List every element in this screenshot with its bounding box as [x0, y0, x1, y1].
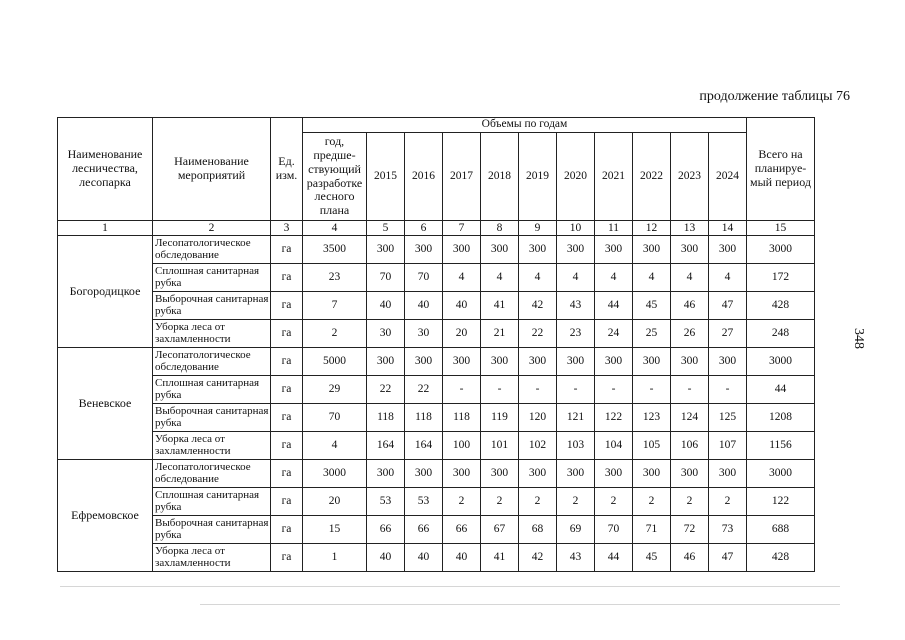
table-row [58, 236, 815, 264]
year-value: - [443, 376, 481, 404]
page-number: 348 [851, 328, 866, 349]
year-value: 30 [367, 320, 405, 348]
year-value: 44 [595, 292, 633, 320]
total-value: 428 [747, 544, 815, 572]
year-value: 45 [633, 544, 671, 572]
table-row [58, 292, 815, 320]
column-number: 5 [367, 221, 405, 236]
year-value: 103 [557, 432, 595, 460]
header-year: 2021 [595, 133, 633, 221]
unit-cell: га [271, 320, 303, 348]
year-value: 300 [443, 236, 481, 264]
header-prior-year: год, предше-ствующий разработке лесного плана [303, 133, 367, 221]
column-number-row [58, 221, 815, 236]
year-value: 164 [405, 432, 443, 460]
year-value: 102 [519, 432, 557, 460]
year-value: 43 [557, 292, 595, 320]
year-value: 24 [595, 320, 633, 348]
table-row [58, 348, 815, 376]
unit-cell: га [271, 544, 303, 572]
year-value: 30 [405, 320, 443, 348]
year-value: 26 [671, 320, 709, 348]
header-unit: Ед. изм. [271, 118, 303, 221]
year-value: 300 [595, 348, 633, 376]
activity-name: Уборка леса от захламленности [153, 320, 271, 348]
header-year: 2018 [481, 133, 519, 221]
year-value: 2 [519, 488, 557, 516]
activity-name: Лесопатологическое обследование [153, 348, 271, 376]
total-value: 3000 [747, 236, 815, 264]
year-value: 66 [367, 516, 405, 544]
column-number: 14 [709, 221, 747, 236]
header-activity: Наименование мероприятий [153, 118, 271, 221]
year-value: 2 [671, 488, 709, 516]
year-value: 4 [633, 264, 671, 292]
year-value: 40 [405, 544, 443, 572]
year-value: 106 [671, 432, 709, 460]
year-value: 4 [481, 264, 519, 292]
header-volumes-by-year: Объемы по годам [303, 118, 747, 133]
total-value: 428 [747, 292, 815, 320]
prior-year-value: 2 [303, 320, 367, 348]
year-value: 72 [671, 516, 709, 544]
total-value: 248 [747, 320, 815, 348]
activity-name: Выборочная санитарная рубка [153, 516, 271, 544]
year-value: 300 [671, 236, 709, 264]
column-number: 6 [405, 221, 443, 236]
total-value: 688 [747, 516, 815, 544]
unit-cell: га [271, 432, 303, 460]
header-forestry: Наименование лесничества, лесопарка [58, 118, 153, 221]
unit-cell: га [271, 404, 303, 432]
year-value: - [709, 376, 747, 404]
column-number: 7 [443, 221, 481, 236]
activity-name: Выборочная санитарная рубка [153, 404, 271, 432]
table-row [58, 404, 815, 432]
year-value: 123 [633, 404, 671, 432]
year-value: 40 [405, 292, 443, 320]
year-value: 4 [443, 264, 481, 292]
year-value: 300 [367, 348, 405, 376]
year-value: 67 [481, 516, 519, 544]
year-value: 70 [367, 264, 405, 292]
year-value: 125 [709, 404, 747, 432]
year-value: 300 [633, 460, 671, 488]
total-value: 1156 [747, 432, 815, 460]
year-value: 66 [405, 516, 443, 544]
year-value: 300 [595, 460, 633, 488]
year-value: 22 [367, 376, 405, 404]
column-number: 2 [153, 221, 271, 236]
year-value: 21 [481, 320, 519, 348]
total-value: 122 [747, 488, 815, 516]
unit-cell: га [271, 292, 303, 320]
prior-year-value: 4 [303, 432, 367, 460]
year-value: 70 [595, 516, 633, 544]
year-value: 71 [633, 516, 671, 544]
prior-year-value: 1 [303, 544, 367, 572]
table-continuation-note: продолжение таблицы 76 [699, 89, 850, 104]
year-value: 300 [633, 348, 671, 376]
year-value: 4 [709, 264, 747, 292]
year-value: - [557, 376, 595, 404]
year-value: 300 [405, 348, 443, 376]
year-value: 73 [709, 516, 747, 544]
column-number: 3 [271, 221, 303, 236]
year-value: 300 [481, 348, 519, 376]
table-row [58, 544, 815, 572]
activity-name: Сплошная санитарная рубка [153, 264, 271, 292]
year-value: 300 [443, 460, 481, 488]
total-value: 1208 [747, 404, 815, 432]
header-year: 2022 [633, 133, 671, 221]
total-value: 3000 [747, 460, 815, 488]
year-value: 300 [557, 460, 595, 488]
table-row [58, 460, 815, 488]
year-value: 119 [481, 404, 519, 432]
column-number: 13 [671, 221, 709, 236]
year-value: 22 [519, 320, 557, 348]
year-value: 300 [709, 236, 747, 264]
year-value: 300 [671, 460, 709, 488]
prior-year-value: 20 [303, 488, 367, 516]
prior-year-value: 29 [303, 376, 367, 404]
year-value: 300 [405, 460, 443, 488]
prior-year-value: 7 [303, 292, 367, 320]
unit-cell: га [271, 516, 303, 544]
year-value: 118 [443, 404, 481, 432]
year-value: 53 [367, 488, 405, 516]
year-value: 41 [481, 544, 519, 572]
year-value: 100 [443, 432, 481, 460]
year-value: - [633, 376, 671, 404]
column-number: 4 [303, 221, 367, 236]
total-value: 44 [747, 376, 815, 404]
activity-name: Уборка леса от захламленности [153, 544, 271, 572]
year-value: 300 [443, 348, 481, 376]
year-value: 300 [367, 236, 405, 264]
year-value: 118 [405, 404, 443, 432]
year-value: 2 [595, 488, 633, 516]
activity-name: Уборка леса от захламленности [153, 432, 271, 460]
year-value: 300 [633, 236, 671, 264]
year-value: 300 [557, 348, 595, 376]
year-value: 2 [709, 488, 747, 516]
year-value: 46 [671, 292, 709, 320]
activity-name: Лесопатологическое обследование [153, 460, 271, 488]
year-value: 40 [367, 544, 405, 572]
year-value: 300 [481, 236, 519, 264]
column-number: 11 [595, 221, 633, 236]
year-value: 70 [405, 264, 443, 292]
year-value: 40 [443, 292, 481, 320]
table-row [58, 432, 815, 460]
prior-year-value: 23 [303, 264, 367, 292]
year-value: 121 [557, 404, 595, 432]
header-year: 2015 [367, 133, 405, 221]
year-value: 22 [405, 376, 443, 404]
year-value: 2 [481, 488, 519, 516]
header-year: 2023 [671, 133, 709, 221]
total-value: 3000 [747, 348, 815, 376]
year-value: 4 [595, 264, 633, 292]
year-value: 4 [557, 264, 595, 292]
year-value: 2 [443, 488, 481, 516]
year-value: 40 [367, 292, 405, 320]
unit-cell: га [271, 264, 303, 292]
forest-activities-table [57, 117, 815, 572]
table-row [58, 376, 815, 404]
forestry-name: Веневское [58, 348, 153, 460]
year-value: 300 [595, 236, 633, 264]
scan-noise [60, 586, 840, 587]
year-value: 41 [481, 292, 519, 320]
unit-cell: га [271, 376, 303, 404]
year-value: 105 [633, 432, 671, 460]
year-value: 107 [709, 432, 747, 460]
scan-noise [200, 604, 840, 605]
unit-cell: га [271, 460, 303, 488]
activity-name: Сплошная санитарная рубка [153, 488, 271, 516]
year-value: 42 [519, 544, 557, 572]
year-value: 47 [709, 292, 747, 320]
year-value: 68 [519, 516, 557, 544]
year-value: 53 [405, 488, 443, 516]
year-value: 300 [709, 348, 747, 376]
activity-name: Лесопатологическое обследование [153, 236, 271, 264]
year-value: 122 [595, 404, 633, 432]
year-value: 23 [557, 320, 595, 348]
prior-year-value: 5000 [303, 348, 367, 376]
year-value: 300 [367, 460, 405, 488]
table-row [58, 488, 815, 516]
year-value: 118 [367, 404, 405, 432]
year-value: 300 [557, 236, 595, 264]
year-value: 300 [519, 348, 557, 376]
year-value: 300 [519, 236, 557, 264]
unit-cell: га [271, 488, 303, 516]
header-year: 2024 [709, 133, 747, 221]
column-number: 15 [747, 221, 815, 236]
year-value: 164 [367, 432, 405, 460]
year-value: - [519, 376, 557, 404]
header-year: 2020 [557, 133, 595, 221]
forestry-name: Ефремовское [58, 460, 153, 572]
header-year: 2019 [519, 133, 557, 221]
header-year: 2017 [443, 133, 481, 221]
prior-year-value: 3500 [303, 236, 367, 264]
activity-name: Выборочная санитарная рубка [153, 292, 271, 320]
prior-year-value: 15 [303, 516, 367, 544]
year-value: 2 [557, 488, 595, 516]
prior-year-value: 70 [303, 404, 367, 432]
column-number: 9 [519, 221, 557, 236]
year-value: 69 [557, 516, 595, 544]
unit-cell: га [271, 348, 303, 376]
year-value: 43 [557, 544, 595, 572]
column-number: 1 [58, 221, 153, 236]
year-value: 47 [709, 544, 747, 572]
year-value: 124 [671, 404, 709, 432]
column-number: 12 [633, 221, 671, 236]
year-value: 120 [519, 404, 557, 432]
year-value: - [595, 376, 633, 404]
column-number: 10 [557, 221, 595, 236]
year-value: - [481, 376, 519, 404]
activity-name: Сплошная санитарная рубка [153, 376, 271, 404]
year-value: 42 [519, 292, 557, 320]
column-number: 8 [481, 221, 519, 236]
year-value: 40 [443, 544, 481, 572]
table-row [58, 516, 815, 544]
year-value: 4 [671, 264, 709, 292]
forestry-name: Богородицкое [58, 236, 153, 348]
year-value: 45 [633, 292, 671, 320]
total-value: 172 [747, 264, 815, 292]
year-value: 300 [671, 348, 709, 376]
year-value: 2 [633, 488, 671, 516]
header-total: Всего на планируе-мый период [747, 118, 815, 221]
year-value: 300 [481, 460, 519, 488]
unit-cell: га [271, 236, 303, 264]
year-value: - [671, 376, 709, 404]
year-value: 104 [595, 432, 633, 460]
year-value: 4 [519, 264, 557, 292]
table-row [58, 264, 815, 292]
year-value: 27 [709, 320, 747, 348]
prior-year-value: 3000 [303, 460, 367, 488]
year-value: 300 [709, 460, 747, 488]
year-value: 66 [443, 516, 481, 544]
year-value: 20 [443, 320, 481, 348]
year-value: 25 [633, 320, 671, 348]
year-value: 300 [405, 236, 443, 264]
table-body [58, 236, 815, 572]
year-value: 101 [481, 432, 519, 460]
year-value: 44 [595, 544, 633, 572]
table-row [58, 320, 815, 348]
year-value: 46 [671, 544, 709, 572]
year-value: 300 [519, 460, 557, 488]
header-year: 2016 [405, 133, 443, 221]
